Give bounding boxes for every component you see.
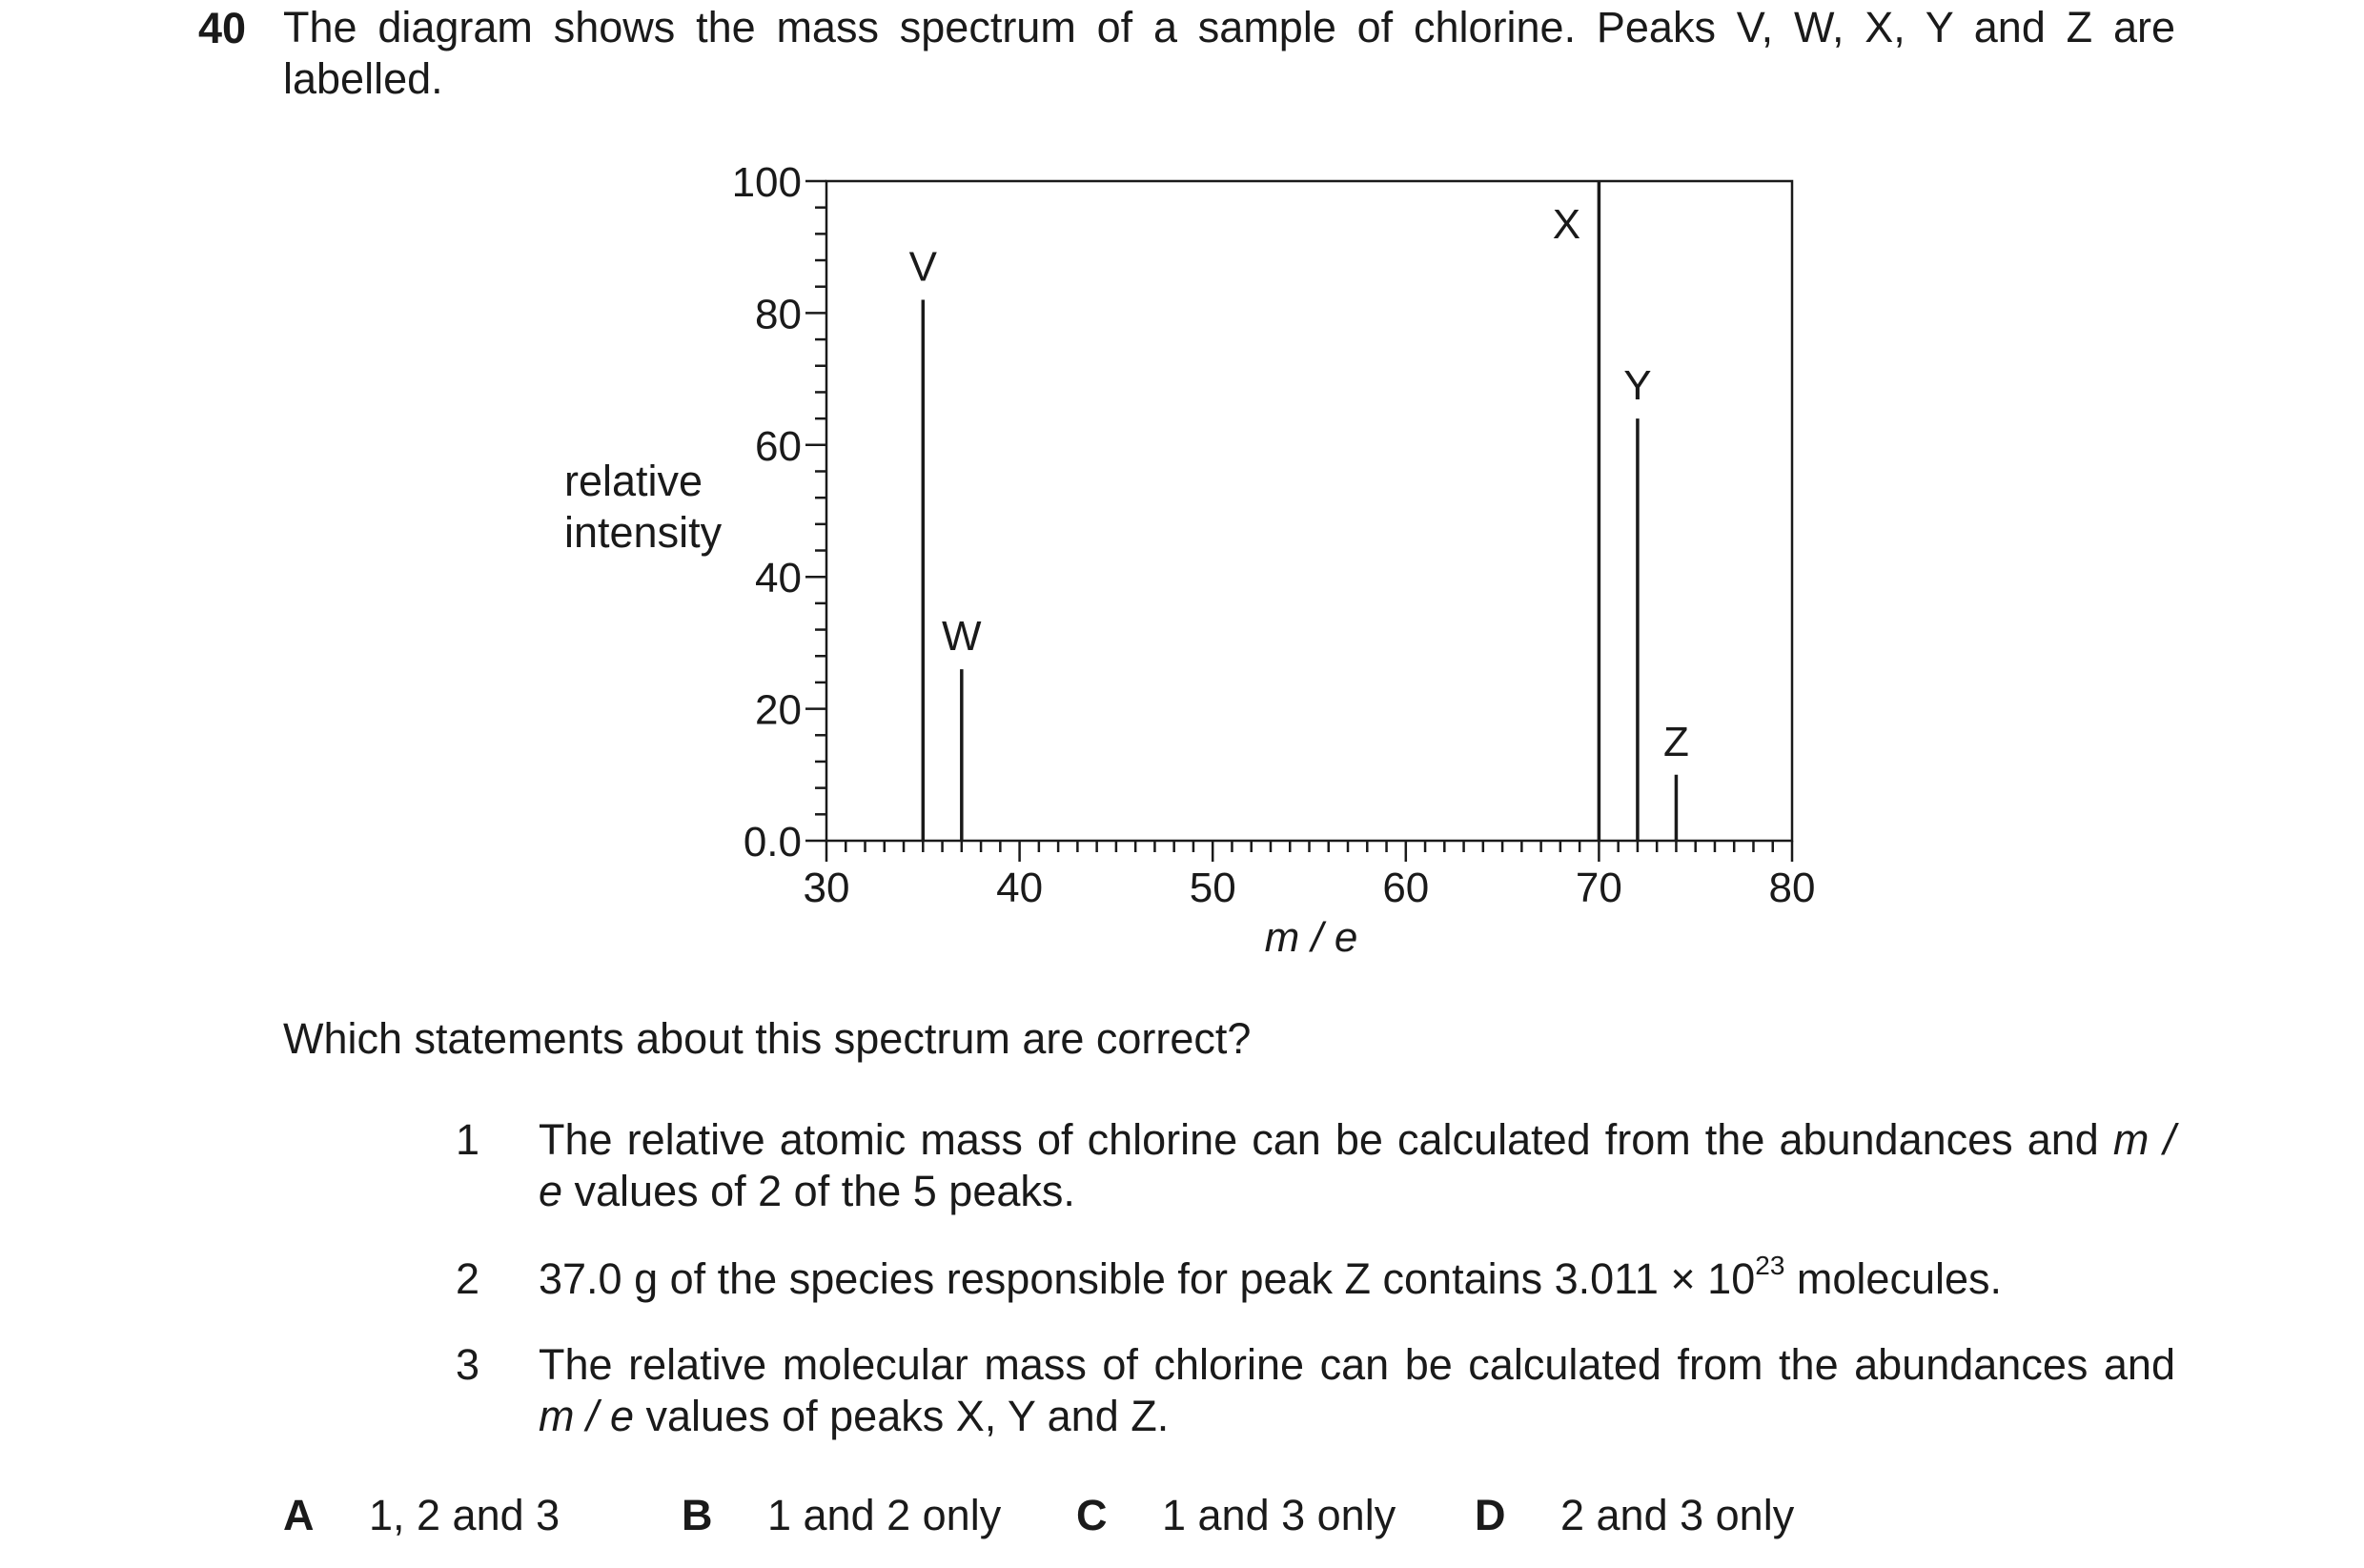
statement-2-text: 37.0 g of the species responsible for peak Z contains 3.011 × 10 — [539, 1254, 1756, 1303]
statement-1 — [539, 1114, 2175, 1217]
y-tick-label: 80 — [755, 291, 802, 338]
peak-label-w: W — [942, 613, 982, 661]
statement-3-text-end: values of peaks X, Y and Z. — [634, 1392, 1170, 1440]
statement-1-number: 1 — [456, 1115, 480, 1164]
option-d-letter: D — [1475, 1491, 1506, 1539]
y-axis-label — [564, 456, 722, 559]
option-b-letter: B — [682, 1491, 713, 1539]
x-tick-label: 80 — [1768, 865, 1816, 911]
option-b-text: 1 and 2 only — [767, 1491, 1002, 1539]
statement-1-italic: m / e — [539, 1115, 2175, 1215]
peak-label-x: X — [1552, 201, 1581, 248]
y-axis-label-line-1: relative — [564, 457, 703, 505]
x-tick-label: 70 — [1575, 865, 1622, 911]
statement-3-italic: m / e — [539, 1392, 635, 1440]
y-tick-label: 0.0 — [743, 819, 802, 865]
y-tick-label: 40 — [755, 555, 802, 602]
statement-1-text-end: values of 2 of the 5 peaks. — [562, 1167, 1075, 1215]
statement-2-number: 2 — [456, 1254, 480, 1303]
y-tick-label: 20 — [755, 686, 802, 734]
x-tick-label: 40 — [996, 865, 1044, 911]
question-stem: The diagram shows the mass spectrum of a sample of chlorine. Peaks V, W, X, Y and Z are labelled. — [283, 3, 2175, 103]
option-c-letter: C — [1076, 1491, 1108, 1539]
question-prompt: Which statements about this spectrum are correct? — [283, 1014, 1252, 1063]
option-a-letter: A — [283, 1491, 315, 1539]
option-c-text: 1 and 3 only — [1162, 1491, 1396, 1539]
y-tick-label: 100 — [731, 159, 802, 206]
option-a-text: 1, 2 and 3 — [369, 1491, 560, 1539]
x-tick-label: 60 — [1382, 865, 1430, 911]
question-number: 40 — [198, 4, 247, 52]
plot-frame — [826, 181, 1792, 841]
option-d-text: 2 and 3 only — [1560, 1491, 1795, 1539]
statement-2-text-end: molecules. — [1784, 1254, 2002, 1303]
peak-label-z: Z — [1662, 718, 1689, 765]
statement-3-number: 3 — [456, 1340, 480, 1389]
x-tick-label: 50 — [1189, 865, 1236, 911]
x-axis-label: m / e — [1264, 914, 1358, 961]
statement-3 — [539, 1339, 2175, 1442]
statement-2 — [539, 1253, 2175, 1305]
statement-1-text: The relative atomic mass of chlorine can be calculated from the abundances and — [539, 1115, 2099, 1164]
y-axis-label-line-2: intensity — [564, 508, 723, 557]
y-tick-label: 60 — [755, 422, 802, 470]
peak-label-y: Y — [1623, 362, 1652, 410]
statement-2-superscript: 23 — [1755, 1251, 1785, 1280]
peak-label-v: V — [908, 243, 937, 291]
statement-3-text: The relative molecular mass of chlorine can be calculated from the abundances and — [539, 1340, 2175, 1389]
x-tick-label: 30 — [803, 865, 850, 911]
